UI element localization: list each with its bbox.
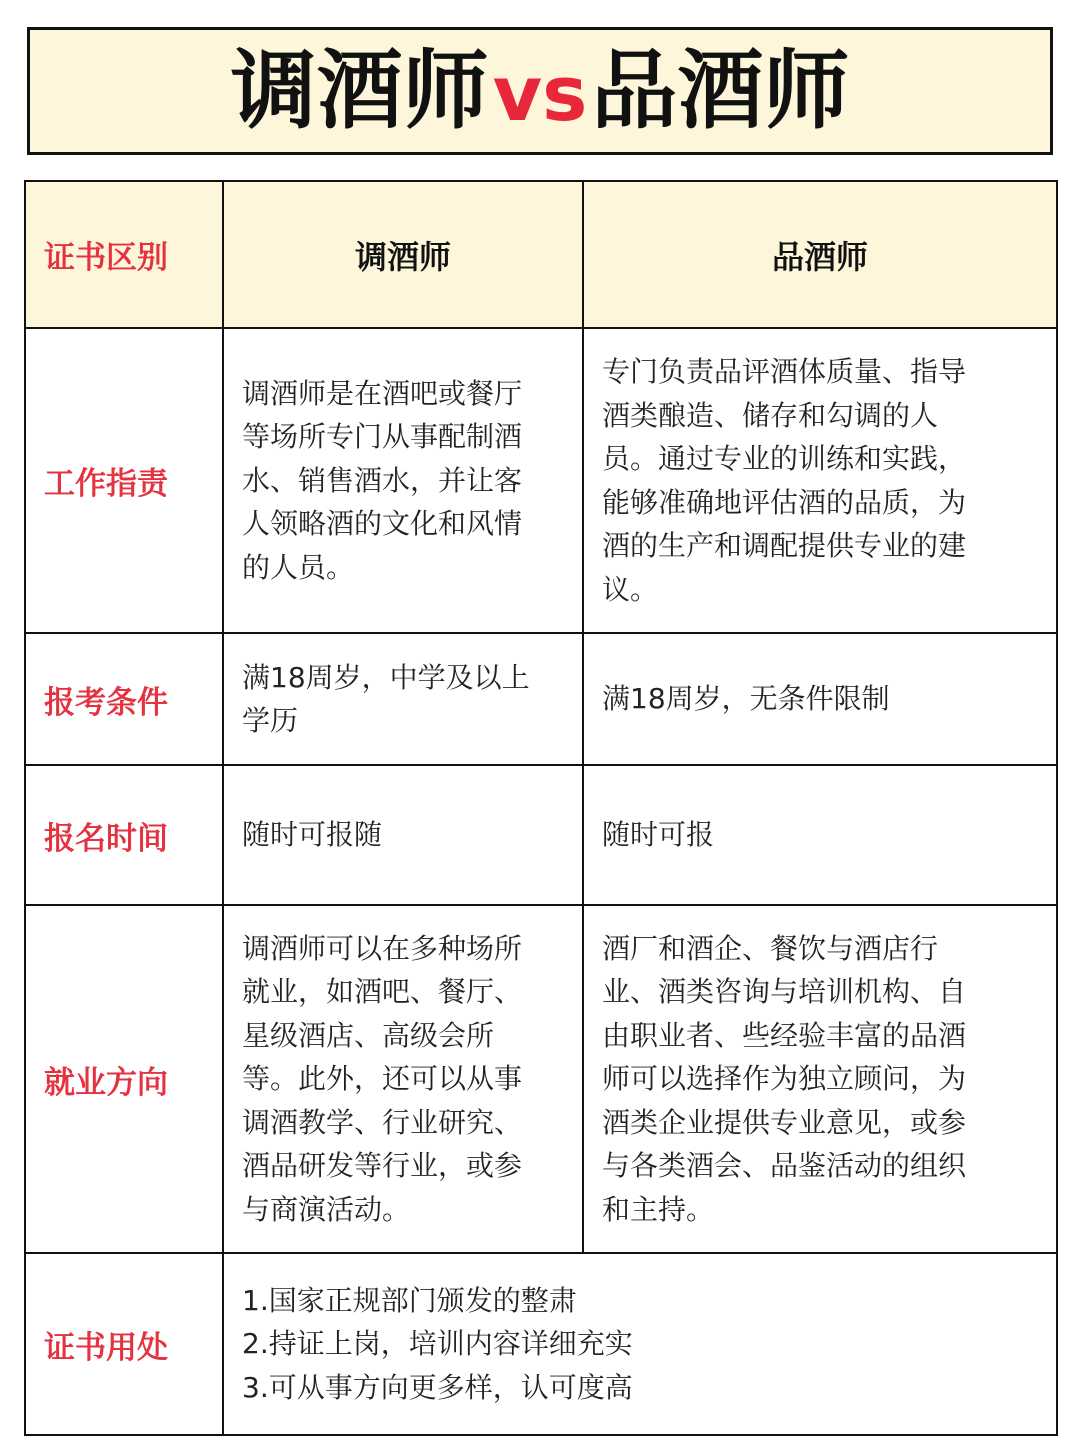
text-line: 酒类酿造、储存和勾调的人: [602, 398, 939, 432]
row-label-careers: 就业方向: [25, 905, 223, 1253]
header-col-taster: 品酒师: [583, 181, 1057, 328]
text-line: 3.可从事方向更多样，认可度高: [242, 1370, 633, 1404]
text-line: 满18周岁，无条件限制: [602, 682, 890, 716]
row-label-requirements: 报考条件: [25, 633, 223, 765]
text-line: 1.国家正规部门颁发的整肃: [242, 1283, 577, 1317]
row-label-registration: 报名时间: [25, 765, 223, 905]
registration-taster: [583, 765, 1057, 905]
text-line: 调酒师可以在多种场所: [242, 931, 523, 965]
text-line: 与各类酒会、品鉴活动的组织: [602, 1149, 967, 1183]
text-line: 等。此外，还可以从事: [242, 1062, 523, 1096]
text-line: 师可以选择作为独立顾问，为: [602, 1062, 967, 1096]
title-banner: [27, 27, 1053, 155]
title-vs: vs: [492, 49, 588, 138]
text-line: 星级酒店、高级会所: [242, 1018, 495, 1052]
text-line: 调酒教学、行业研究、: [242, 1105, 523, 1139]
header-label: 证书区别: [25, 181, 223, 328]
text-line: 酒类企业提供专业意见，或参: [602, 1105, 967, 1139]
row-label-duties: 工作指责: [25, 328, 223, 633]
requirements-taster: [583, 633, 1057, 765]
registration-bartender: [223, 765, 583, 905]
page-title: [230, 41, 850, 141]
text-line: 随时可报: [602, 818, 715, 852]
text-line: 人领略酒的文化和风情: [242, 507, 523, 541]
text-line: 由职业者、些经验丰富的品酒: [602, 1018, 967, 1052]
text-line: 随时可报随: [242, 818, 383, 852]
text-line: 就业，如酒吧、餐厅、: [242, 975, 523, 1009]
table-row-duties: [25, 328, 1057, 633]
header-col-bartender: 调酒师: [223, 181, 583, 328]
row-label-uses: 证书用处: [25, 1253, 223, 1435]
requirements-bartender: [223, 633, 583, 765]
text-line: 员。通过专业的训练和实践，: [602, 442, 967, 475]
table-row-registration: [25, 765, 1057, 905]
text-line: 学历: [242, 704, 299, 737]
text-line: 能够准确地评估酒的品质，为: [602, 485, 967, 519]
careers-bartender: [223, 905, 583, 1253]
text-line: 调酒师是在酒吧或餐厅: [242, 376, 523, 410]
text-line: 酒品研发等行业，或参: [242, 1149, 523, 1183]
table-header-row: [25, 181, 1057, 328]
table-row-uses: [25, 1253, 1057, 1435]
text-line: 水、销售酒水，并让客: [242, 463, 523, 497]
text-line: 酒的生产和调配提供专业的建: [602, 529, 967, 562]
comparison-table: [24, 180, 1058, 1436]
duties-bartender: [223, 328, 583, 633]
text-line: 业、酒类咨询与培训机构、自: [602, 975, 967, 1009]
text-line: 议。: [602, 572, 659, 606]
title-part-bartender: 调酒师: [230, 41, 489, 141]
title-part-taster: 品酒师: [591, 41, 850, 141]
duties-taster: [583, 328, 1057, 633]
text-line: 2.持证上岗，培训内容详细充实: [242, 1327, 633, 1361]
text-line: 和主持。: [602, 1192, 715, 1226]
table-row-requirements: [25, 633, 1057, 765]
careers-taster: [583, 905, 1057, 1253]
text-line: 专门负责品评酒体质量、指导: [602, 355, 967, 388]
uses-content: [223, 1253, 1057, 1435]
text-line: 等场所专门从事配制酒: [242, 420, 523, 454]
table-row-careers: [25, 905, 1057, 1253]
text-line: 满18周岁，中学及以上: [242, 660, 530, 694]
text-line: 与商演活动。: [242, 1192, 411, 1226]
text-line: 酒厂和酒企、餐饮与酒店行: [602, 931, 939, 965]
text-line: 的人员。: [242, 550, 355, 584]
